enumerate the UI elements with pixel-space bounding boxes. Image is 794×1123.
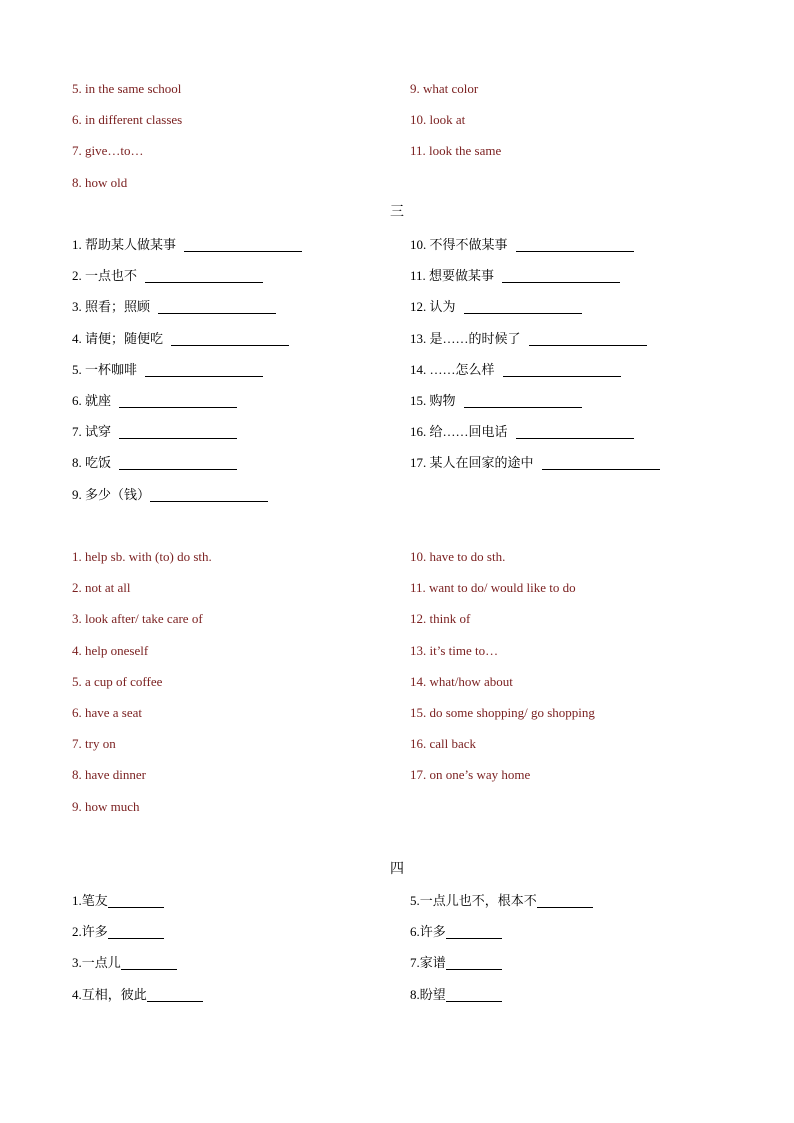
answer-blank[interactable] [537, 906, 593, 908]
answer-block-top [72, 80, 722, 205]
answer-item: 5. a cup of coffee [72, 673, 163, 689]
question-item [410, 298, 722, 329]
answer-blank[interactable] [147, 1000, 203, 1002]
answer-column-right [410, 548, 722, 829]
question-text: 6. 就座 [72, 392, 112, 408]
answer-item: 8. how old [72, 174, 128, 190]
question-column-right [410, 892, 722, 1017]
question-text: 2.许多 [72, 924, 108, 940]
answer-blank[interactable] [145, 281, 263, 283]
question-text: 12. 认为 [410, 299, 456, 315]
question-text: 7. 试穿 [72, 424, 112, 440]
question-text: 4.互相，彼此 [72, 986, 147, 1002]
answer-blank[interactable] [446, 937, 502, 939]
question-item [72, 330, 410, 361]
question-item [72, 298, 410, 329]
answer-column-left [72, 548, 410, 829]
question-text: 2. 一点也不 [72, 268, 138, 284]
question-text: 14. ……怎么样 [410, 361, 495, 377]
section-heading-4: 四 [390, 862, 404, 877]
answer-blank[interactable] [119, 468, 237, 470]
answer-blank[interactable] [503, 375, 621, 377]
question-item [72, 954, 410, 985]
question-item [72, 267, 410, 298]
answer-blank[interactable] [464, 406, 582, 408]
answer-blank[interactable] [446, 968, 502, 970]
answer-item: 4. help oneself [72, 642, 149, 658]
question-item [410, 954, 722, 985]
question-block-3 [72, 236, 722, 517]
answer-blank[interactable] [529, 344, 647, 346]
answer-blank[interactable] [446, 1000, 502, 1002]
question-text: 17. 某人在回家的途中 [410, 455, 534, 471]
answer-blank[interactable] [145, 375, 263, 377]
question-text: 13. 是……的时候了 [410, 330, 521, 346]
answer-blank[interactable] [542, 468, 660, 470]
answer-blank[interactable] [158, 312, 276, 314]
question-text: 6.许多 [410, 924, 446, 940]
question-item [72, 392, 410, 423]
answer-item: 9. how much [72, 798, 140, 814]
question-text: 7.家谱 [410, 955, 446, 971]
question-text: 4. 请便；随便吃 [72, 330, 164, 346]
answer-blank[interactable] [516, 437, 634, 439]
answer-blank[interactable] [121, 968, 177, 970]
answer-item: 3. look after/ take care of [72, 611, 203, 627]
question-text: 10. 不得不做某事 [410, 237, 508, 252]
section-heading-3: 三 [390, 205, 404, 220]
answer-item: 16. call back [410, 736, 477, 752]
answer-item: 8. have dinner [72, 767, 147, 783]
answer-item: 1. help sb. with (to) do sth. [72, 549, 212, 564]
answer-item: 12. think of [410, 611, 471, 627]
question-item [72, 423, 410, 454]
answer-item: 15. do some shopping/ go shopping [410, 704, 595, 720]
question-block-4 [72, 892, 722, 1017]
answer-item: 7. give…to… [72, 143, 144, 159]
answer-column-left [72, 80, 410, 205]
answer-blank[interactable] [516, 250, 634, 252]
question-column-right [410, 236, 722, 517]
answer-item: 11. want to do/ would like to do [410, 580, 576, 596]
question-text: 16. 给……回电话 [410, 424, 508, 440]
answer-item: 6. in different classes [72, 112, 183, 128]
question-text: 5. 一杯咖啡 [72, 361, 138, 377]
answer-item: 13. it’s time to… [410, 642, 499, 658]
question-item [72, 454, 410, 485]
answer-item: 6. have a seat [72, 704, 143, 720]
question-item [410, 423, 722, 454]
question-text: 5.一点儿也不，根本不 [410, 893, 537, 908]
answer-blank[interactable] [464, 312, 582, 314]
question-item [410, 454, 722, 485]
question-item [410, 892, 722, 923]
question-item [410, 392, 722, 423]
question-text: 3. 照看；照顾 [72, 299, 151, 315]
question-text: 3.一点儿 [72, 955, 121, 971]
question-item [410, 236, 722, 267]
answer-column-right [410, 80, 722, 205]
question-item [410, 923, 722, 954]
answer-item: 9. what color [410, 81, 479, 96]
answer-blank[interactable] [119, 406, 237, 408]
question-item [410, 361, 722, 392]
question-text: 15. 购物 [410, 392, 456, 408]
question-item [72, 923, 410, 954]
question-text: 1. 帮助某人做某事 [72, 237, 177, 252]
answer-item: 14. what/how about [410, 673, 513, 689]
question-column-left [72, 236, 410, 517]
question-text: 9. 多少（钱） [72, 486, 151, 502]
answer-block-3 [72, 548, 722, 829]
question-text: 8.盼望 [410, 986, 446, 1002]
answer-blank[interactable] [502, 281, 620, 283]
question-text: 1.笔友 [72, 893, 108, 908]
question-item [72, 486, 410, 517]
answer-item: 2. not at all [72, 580, 131, 596]
answer-blank[interactable] [171, 344, 289, 346]
question-item [72, 236, 410, 267]
question-item [72, 361, 410, 392]
question-item [72, 892, 410, 923]
answer-item: 5. in the same school [72, 81, 182, 96]
answer-blank[interactable] [184, 250, 302, 252]
answer-item: 11. look the same [410, 143, 502, 159]
answer-blank[interactable] [119, 437, 237, 439]
question-item [410, 267, 722, 298]
question-text: 8. 吃饭 [72, 455, 112, 471]
question-item [410, 330, 722, 361]
answer-item: 7. try on [72, 736, 116, 752]
answer-blank[interactable] [108, 937, 164, 939]
answer-item: 17. on one’s way home [410, 767, 531, 783]
question-text: 11. 想要做某事 [410, 268, 495, 284]
question-item [72, 986, 410, 1017]
question-column-left [72, 892, 410, 1017]
answer-item: 10. have to do sth. [410, 549, 506, 564]
answer-item: 10. look at [410, 112, 466, 128]
answer-blank[interactable] [108, 906, 164, 908]
question-item [410, 986, 722, 1017]
answer-blank[interactable] [150, 500, 268, 502]
